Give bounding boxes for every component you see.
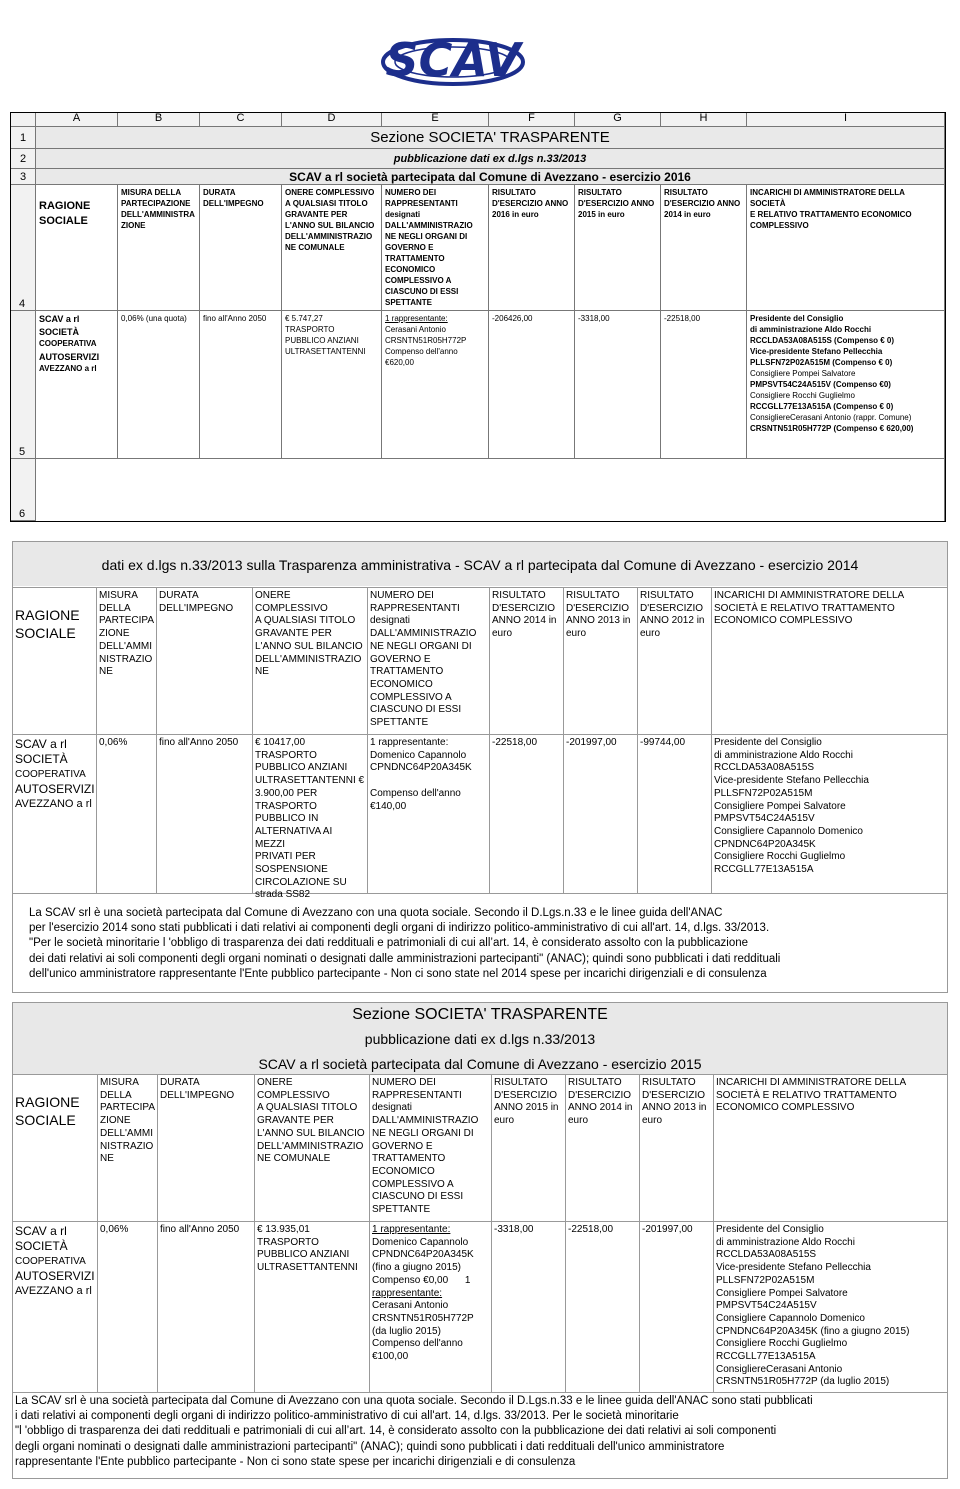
row-incarichi: Presidente del Consiglio di amministrazione Aldo Rocchi RCCLDA53A08A515S (Compenso € 0) Vice-presidente Stefano Pellecchia PLLSFN72P02A515M (Compenso € 0) Consigliere Pompei Salvatore PMPSVT54C24A515V (Compenso €0) Consigliere Rocchi Guglielmo RCCGLL77E13A515A (Compenso € 0) ConsigliereCerasani Antonio (rappr. Comune) CRSNTN51R05H772P (Compenso € 620,00) [747, 311, 945, 459]
s2014-header-onere: ONERE COMPLESSIVO A QUALSIASI TITOLO GRAVANTE PER L'ANNO SUL BILANCIO DELL'AMMINISTRAZIO NE [255, 590, 363, 678]
s2014-row-ragione: SCAV a rl SOCIETÀ COOPERATIVA AUTOSERVIZI AVEZZANO a rl [15, 737, 95, 810]
s2014-row-risultato-2014: -22518,00 [492, 737, 538, 748]
s2015-row-durata: fino all'Anno 2050 [160, 1224, 240, 1235]
header-numero: NUMERO DEI RAPPRESENTANTI designati DALL'AMMINISTRAZIO NE NEGLI ORGANI DI GOVERNO E TRATTAMENTO ECONOMICO COMPLESSIVO A CIASCUNO DI ESSI SPETTANTE [382, 185, 489, 311]
s2015-header-durata: DURATA DELL'IMPEGNO [160, 1077, 235, 1101]
col-letter-i: I [747, 113, 945, 127]
s2015-header-risultato-2014: RISULTATO D'ESERCIZIO ANNO 2014 in euro [568, 1077, 633, 1127]
s2014-header-durata: DURATA DELL'IMPEGNO [159, 590, 234, 614]
s2015-row-risultato-2014: -22518,00 [568, 1224, 614, 1235]
s2014-header-risultato-2012: RISULTATO D'ESERCIZIO ANNO 2012 in euro [640, 590, 705, 640]
logo-text: SCAV [385, 33, 521, 87]
sheet-2016 [10, 112, 946, 522]
s2015-header-ragione: RAGIONE SOCIALE [15, 1094, 80, 1128]
scav-logo [378, 18, 528, 96]
header-incarichi: INCARICHI DI AMMINISTRATORE DELLA SOCIETÀ E RELATIVO TRATTAMENTO ECONOMICO COMPLESSIVO [747, 185, 945, 311]
header-misura: MISURA DELLA PARTECIPAZIONE DELL'AMMINISTRA ZIONE [118, 185, 200, 311]
s2015-row-numero: 1 rappresentante: Domenico Capannolo CPNDNC64P20A345K (fino a giugno 2015) Compenso €0,00 1 rappresentante: Cerasani Antonio CRSNTN51R05H772P (da luglio 2015) Compenso dell'anno €100,00 [372, 1224, 474, 1363]
col-letter-a: A [36, 113, 118, 127]
row-risultato-2016: -206426,00 [489, 311, 575, 459]
s2014-header-risultato-2014: RISULTATO D'ESERCIZIO ANNO 2014 in euro [492, 590, 557, 640]
s2014-note: La SCAV srl è una società partecipata dal Comune di Avezzano con una quota sociale. Secondo il D.Lgs.n.33 e le linee guida dell'ANAC per l'esercizio 2014 sono stati pubblicati i dati relativi ai componenti degli organi di indirizzo politico-amministrativo di cui all'art. 14, d.lgs. 33/2013. "Per le società minoritarie l 'obbligo di trasparenza dei dati reddituali e patrimoniali di cui all’art. 14, è considerato assolto con la pubblicazione dei dati relativi ai soli componenti degli organi nominati o designati dalle amministrazioni partecipanti" (ANAC); quindi sono pubblicati i dati reddituali dell'unico amministratore rappresentante l'Ente pubblico partecipante - Non ci sono state nel 2014 spese per incarichi dirigenziali e di consulenza [29, 907, 781, 980]
row-durata: fino all'Anno 2050 [200, 311, 282, 459]
section-2015 [12, 1002, 948, 1479]
row-number-6: 6 [19, 508, 26, 520]
s2015-row-ragione: SCAV a rl SOCIETÀ COOPERATIVA AUTOSERVIZI AVEZZANO a rl [15, 1224, 95, 1297]
s2015-header-misura: MISURA DELLA PARTECIPA ZIONE DELL'AMMI NISTRAZIO NE [100, 1077, 156, 1165]
s2014-row-incarichi: Presidente del Consiglio di amministrazione Aldo Rocchi RCCLDA53A08A515S Vice-presidente Stefano Pellecchia PLLSFN72P02A515M Consigliere Pompei Salvatore PMPSVT54C24A515V Consigliere Capannolo Domenico CPNDNC64P20A345K Consigliere Rocchi Guglielmo RCCGLL77E13A515A [714, 737, 869, 876]
s2014-row-risultato-2013: -201997,00 [566, 737, 617, 748]
col-letter-f: F [489, 113, 575, 127]
s2014-row-misura: 0,06% [99, 737, 128, 748]
row-risultato-2015: -3318,00 [575, 311, 661, 459]
s2014-header-ragione: RAGIONE SOCIALE [15, 607, 80, 641]
s2015-subtitle: pubblicazione dati ex d.lgs n.33/2013 [364, 1031, 596, 1047]
s2014-header-risultato-2013: RISULTATO D'ESERCIZIO ANNO 2013 in euro [566, 590, 631, 640]
col-letter-c: C [200, 113, 282, 127]
sheet-subtitle: pubblicazione dati ex d.lgs n.33/2013 [36, 149, 945, 169]
header-ragione: RAGIONE SOCIALE [36, 185, 118, 311]
row-misura: 0,06% (una quota) [118, 311, 200, 459]
s2015-row-onere: € 13.935,01 TRASPORTO PUBBLICO ANZIANI ULTRASETTANTENNI [257, 1224, 358, 1274]
header-risultato-2015: RISULTATO D'ESERCIZIO ANNO 2015 in euro [575, 185, 661, 311]
s2015-header-incarichi: INCARICHI DI AMMINISTRATORE DELLA SOCIETÀ E RELATIVO TRATTAMENTO ECONOMICO COMPLESSIVO [716, 1077, 907, 1114]
header-durata: DURATA DELL'IMPEGNO [200, 185, 282, 311]
col-letter-b: B [118, 113, 200, 127]
empty-row [36, 459, 945, 521]
row-onere: € 5.747,27 TRASPORTO PUBBLICO ANZIANI ULTRASETTANTENNI [282, 311, 382, 459]
s2015-header-risultato-2015: RISULTATO D'ESERCIZIO ANNO 2015 in euro [494, 1077, 559, 1127]
s2015-row-risultato-2013: -201997,00 [642, 1224, 693, 1235]
col-letter-e: E [382, 113, 489, 127]
section-2014 [12, 541, 948, 993]
header-risultato-2014: RISULTATO D'ESERCIZIO ANNO 2014 in euro [661, 185, 747, 311]
s2014-header-incarichi: INCARICHI DI AMMINISTRATORE DELLA SOCIETÀ E RELATIVO TRATTAMENTO ECONOMICO COMPLESSIVO [714, 590, 905, 627]
s2015-row-risultato-2015: -3318,00 [494, 1224, 534, 1235]
row-number-5: 5 [19, 446, 26, 458]
s2015-row-misura: 0,06% [100, 1224, 129, 1235]
row-risultato-2014: -22518,00 [661, 311, 747, 459]
s2014-row-numero: 1 rappresentante: Domenico Capannolo CPNDNC64P20A345K Compenso dell'anno €140,00 [370, 737, 472, 812]
row-number-3: 3 [11, 169, 36, 185]
col-letter-g: G [575, 113, 661, 127]
col-letter-h: H [661, 113, 747, 127]
s2014-row-durata: fino all'Anno 2050 [159, 737, 239, 748]
s2015-header-risultato-2013: RISULTATO D'ESERCIZIO ANNO 2013 in euro [642, 1077, 707, 1127]
row-number-1: 1 [11, 127, 36, 149]
s2014-row-onere: € 10417,00 TRASPORTO PUBBLICO ANZIANI ULTRASETTANTENNI € 3.900,00 PER TRASPORTO PUBBLICO IN ALTERNATIVA AI MEZZI PRIVATI PER SOSPENSIONE CIRCOLAZIONE SU strada SS82 [255, 737, 365, 901]
s2014-header-misura: MISURA DELLA PARTECIPA ZIONE DELL'AMMI NISTRAZIO NE [99, 590, 155, 678]
sheet-title: Sezione SOCIETA' TRASPARENTE [36, 127, 945, 149]
s2015-title: Sezione SOCIETA' TRASPARENTE [352, 1006, 608, 1023]
s2014-header-numero: NUMERO DEI RAPPRESENTANTI designati DALL'AMMINISTRAZIO NE NEGLI ORGANI DI GOVERNO E TRATTAMENTO ECONOMICO COMPLESSIVO A CIASCUNO DI ESSI SPETTANTE [370, 590, 477, 729]
s2015-row-incarichi: Presidente del Consiglio di amministrazione Aldo Rocchi RCCLDA53A08A515S Vice-presidente Stefano Pellecchia PLLSFN72P02A515M Consigliere Pompei Salvatore PMPSVT54C24A515V Consigliere Capannolo Domenico CPNDNC64P20A345K (fino a giugno 2015) Consigliere Rocchi Guglielmo RCCGLL77E13A515A ConsigliereCerasani Antonio CRSNTN51R05H772P (da luglio 2015) [716, 1224, 910, 1388]
s2015-header-numero: NUMERO DEI RAPPRESENTANTI designati DALL'AMMINISTRAZIO NE NEGLI ORGANI DI GOVERNO E TRATTAMENTO ECONOMICO COMPLESSIVO A CIASCUNO DI ESSI SPETTANTE [372, 1077, 479, 1216]
s2015-heading: SCAV a rl società partecipata dal Comune di Avezzano - esercizio 2015 [258, 1056, 702, 1072]
s2015-header-onere: ONERE COMPLESSIVO A QUALSIASI TITOLO GRAVANTE PER L'ANNO SUL BILANCIO DELL'AMMINISTRAZIO NE COMUNALE [257, 1077, 365, 1165]
s2014-row-risultato-2012: -99744,00 [640, 737, 686, 748]
header-risultato-2016: RISULTATO D'ESERCIZIO ANNO 2016 in euro [489, 185, 575, 311]
row-ragione: SCAV a rl SOCIETÀ COOPERATIVA AUTOSERVIZI AVEZZANO a rl [36, 311, 118, 459]
section-2014-heading: dati ex d.lgs n.33/2013 sulla Trasparenza amministrativa - SCAV a rl partecipata dal Comune di Avezzano - esercizio 2014 [101, 557, 859, 573]
row-number-4: 4 [19, 298, 26, 310]
row-numero: 1 rappresentante: Cerasani Antonio CRSNTN51R05H772P Compenso dell'anno €620,00 [382, 311, 489, 459]
sheet-heading: SCAV a rl società partecipata dal Comune di Avezzano - esercizio 2016 [36, 169, 945, 185]
row-number-2: 2 [11, 149, 36, 169]
s2015-note: La SCAV srl è una società partecipata dal Comune di Avezzano con una quota sociale. Secondo il D.Lgs.n.33 e le linee guida dell'ANAC sono stati pubblicati i dati relativi ai componenti degli organi di indirizzo politico-amministrativo di cui all'art. 14, d.lgs. 33/2013. Per le società minoritarie "l 'obbligo di trasparenza dei dati reddituali e patrimoniali di cui all’art. 14, è considerato assolto con la pubblicazione dei dati relativi ai soli componenti degli organi nominati o designati dalle amministrazioni partecipanti" (ANAC); quindi sono pubblicati i dati reddituali dell'unico amministratore rappresentante l'Ente pubblico partecipante - Non ci sono state spese per incarichi dirigenziali e di consulenza [15, 1395, 813, 1468]
col-letter-d: D [282, 113, 382, 127]
header-onere: ONERE COMPLESSIVO A QUALSIASI TITOLO GRAVANTE PER L'ANNO SUL BILANCIO DELL'AMMINISTRAZIO NE COMUNALE [282, 185, 382, 311]
